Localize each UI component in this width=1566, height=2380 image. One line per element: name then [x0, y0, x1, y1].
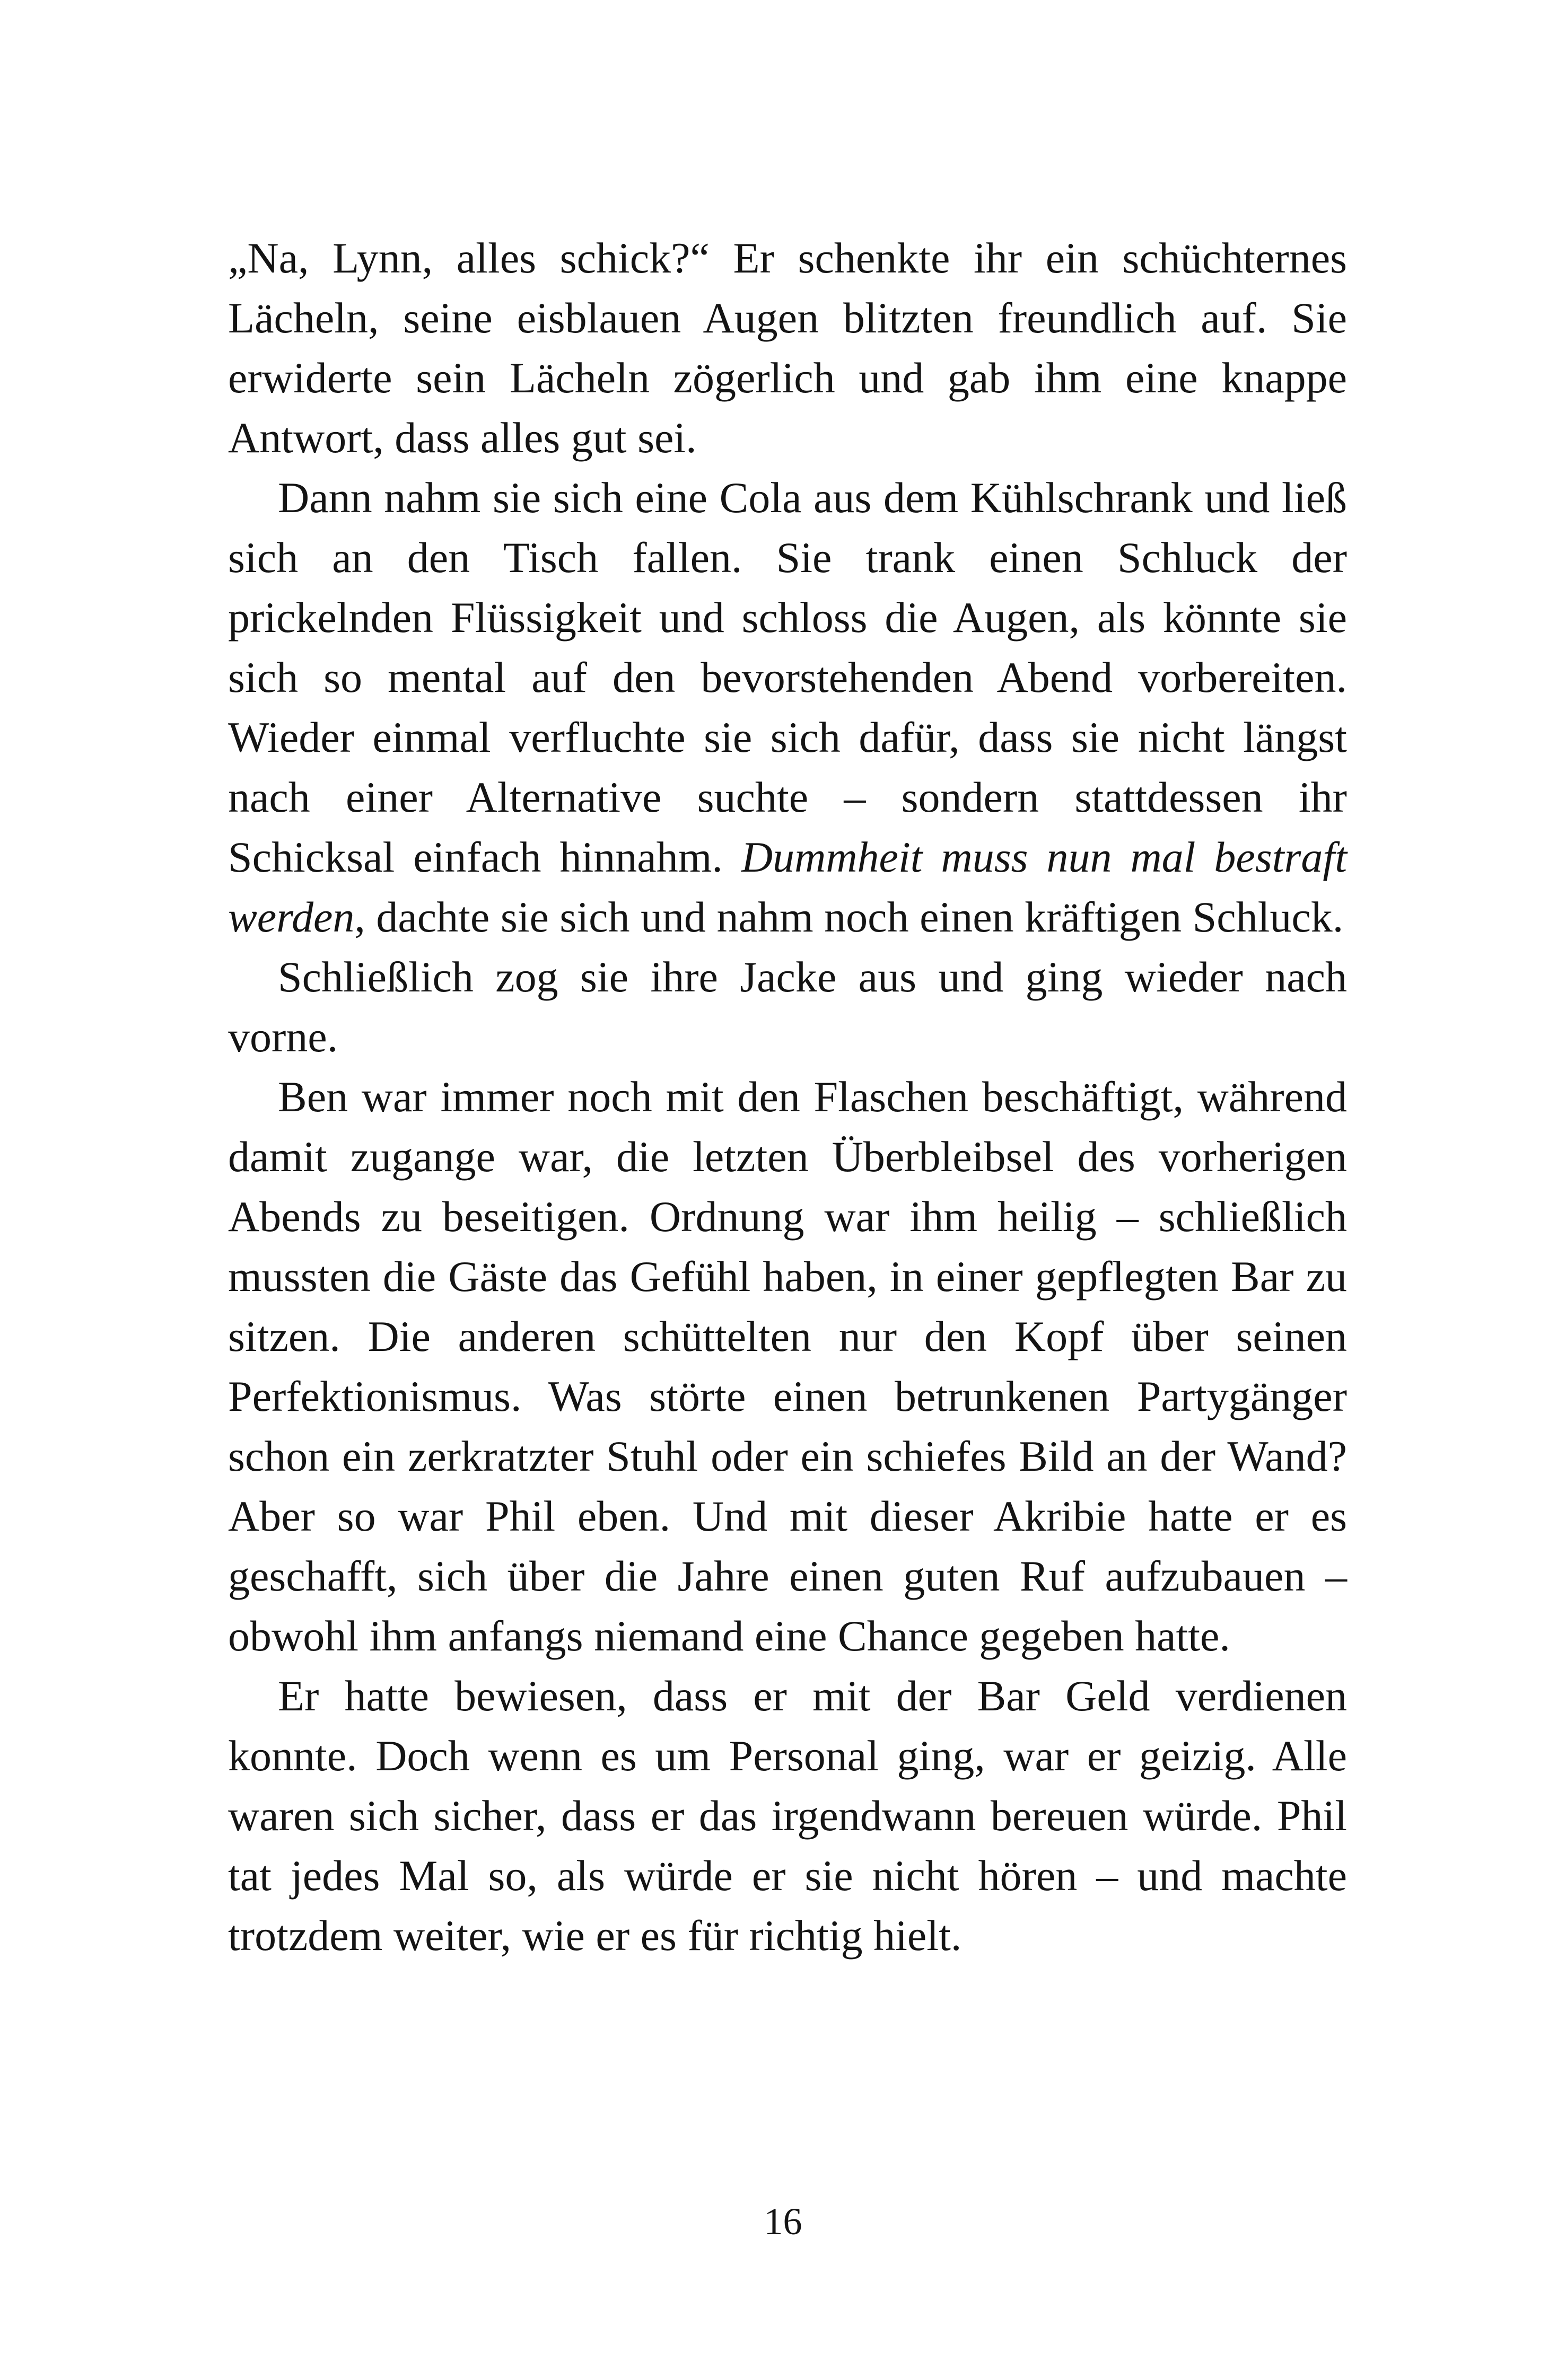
paragraph-2-text-a: Dann nahm sie sich eine Cola aus dem Kühlschrank und ließ sich an den Tisch fallen. Sie trank einen Schluck der prickelnden Flüssigkeit und schloss die Augen, als könnte sie sich so mental auf den bevorstehenden Abend vorbereiten. Wieder einmal verfluchte sie sich dafür, dass sie nicht längst nach einer Alternative suchte – sondern stattdessen ihr Schicksal einfach hinnahm.	[228, 473, 1347, 881]
paragraph-4-text: Ben war immer noch mit den Flaschen beschäftigt, während damit zugange war, die letzten Überbleibsel des vorherigen Abends zu beseitigen. Ordnung war ihm heilig – schließlich mussten die Gäste das Gefühl haben, in einer gepflegten Bar zu sitzen. Die anderen schüttelten nur den Kopf über seinen Perfektionismus. Was störte einen betrunkenen Partygänger schon ein zerkratzter Stuhl oder ein schiefes Bild an der Wand? Aber so war Phil eben. Und mit dieser Akribie hatte er es geschafft, sich über die Jahre einen guten Ruf aufzubauen – obwohl ihm anfangs niemand eine Chance gegeben hatte.	[228, 1073, 1347, 1660]
paragraph-5-text: Er hatte bewiesen, dass er mit der Bar Geld verdienen konnte. Doch wenn es um Personal ging, war er geizig. Alle waren sich sicher, dass er das irgendwann bereuen würde. Phil tat jedes Mal so, als würde er sie nicht hören – und machte trotzdem weiter, wie er es für richtig hielt.	[228, 1672, 1347, 1960]
paragraph-2-text-b: , dachte sie sich und nahm noch einen kräftigen Schluck.	[354, 893, 1344, 941]
paragraph-1	[228, 228, 1347, 468]
paragraph-1-text: „Na, Lynn, alles schick?“ Er schenkte ihr ein schüchternes Lächeln, seine eisblauen Augen blitzten freundlich auf. Sie erwiderte sein Lächeln zögerlich und gab ihm eine knappe Antwort, dass alles gut sei.	[228, 234, 1347, 462]
body-text	[228, 228, 1347, 1965]
paragraph-2-italic-thought: Dummheit muss nun mal bestraft werden	[228, 833, 1347, 941]
paragraph-3-text: Schließlich zog sie ihre Jacke aus und ging wieder nach vorne.	[228, 953, 1347, 1061]
paragraph-2	[228, 468, 1347, 947]
paragraph-3	[228, 947, 1347, 1067]
paragraph-4	[228, 1067, 1347, 1666]
paragraph-5	[228, 1666, 1347, 1965]
page-number: 16	[764, 2200, 802, 2243]
